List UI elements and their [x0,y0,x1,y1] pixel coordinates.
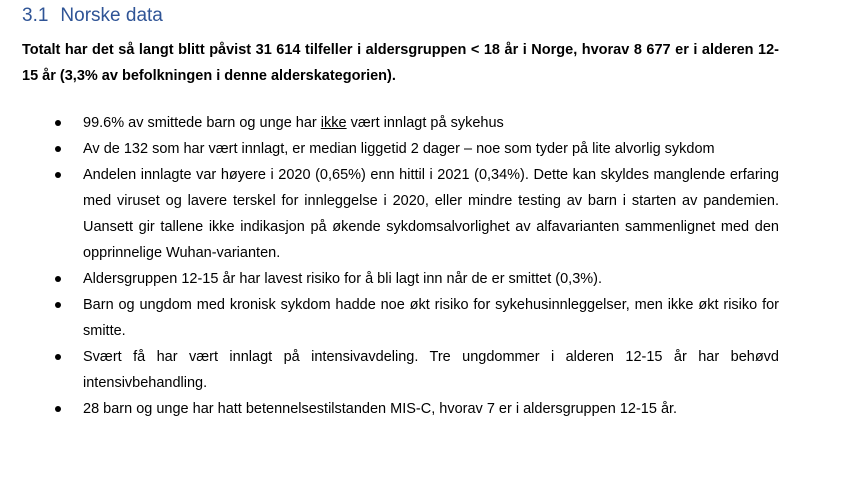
section-heading [22,4,163,28]
bullet-6-text: Svært få har vært innlagt på intensivavdeling. Tre ungdommer i alderen 12-15 år har behøvd intensivbehandling. [83,349,779,391]
section-number: 3.1 [22,5,49,26]
intro-text: Totalt har det så langt blitt påvist 31 614 tilfeller i aldersgruppen < 18 år i Norge, hvorav 8 677 er i alderen 12-15 år (3,3% av befolkningen i denne alderskategorien). [22,42,779,84]
intro-paragraph [22,37,779,89]
section-title: Norske data [60,5,163,26]
bullet-dot-icon [55,354,61,360]
bullet-dot-icon [55,406,61,412]
bullet-item-2 [0,136,779,162]
bullet-dot-icon [55,172,61,178]
bullet-1-before: 99.6% av smittede barn og unge har [83,115,321,131]
bullet-3-text: Andelen innlagte var høyere i 2020 (0,65%) enn hittil i 2021 (0,34%). Dette kan skyldes manglende erfaring med viruset og lavere terskel for innleggelse i 2020, eller mindre testing av barn i starten av pandemien. Uansett gir tallene ikke indikasjon på økende sykdomsalvorlighet av alfavarianten sammenlignet med den opprinnelige Wuhan-varianten. [83,167,779,261]
bullet-7-text: 28 barn og unge har hatt betennelsestilstanden MIS-C, hvorav 7 er i aldersgruppen 12-15 år. [83,401,678,417]
bullet-1-after: vært innlagt på sykehus [346,115,504,131]
bullet-dot-icon [55,120,61,126]
bullet-dot-icon [55,302,61,308]
bullet-5-text: Barn og ungdom med kronisk sykdom hadde noe økt risiko for sykehusinnleggelser, men ikke økt risiko for smitte. [83,297,779,339]
bullet-2-text: Av de 132 som har vært innlagt, er median liggetid 2 dager – noe som tyder på lite alvorlig sykdom [83,141,715,157]
bullet-list [0,110,859,422]
bullet-4-text: Aldersgruppen 12-15 år har lavest risiko for å bli lagt inn når de er smittet (0,3%). [83,271,603,287]
bullet-item-6 [0,344,779,396]
bullet-dot-icon [55,146,61,152]
bullet-1-underlined: ikke [320,115,347,131]
bullet-item-1 [0,110,779,136]
bullet-dot-icon [55,276,61,282]
bullet-item-5 [0,292,779,344]
bullet-item-3 [0,162,779,266]
bullet-item-7 [0,396,779,422]
bullet-item-4 [0,266,779,292]
